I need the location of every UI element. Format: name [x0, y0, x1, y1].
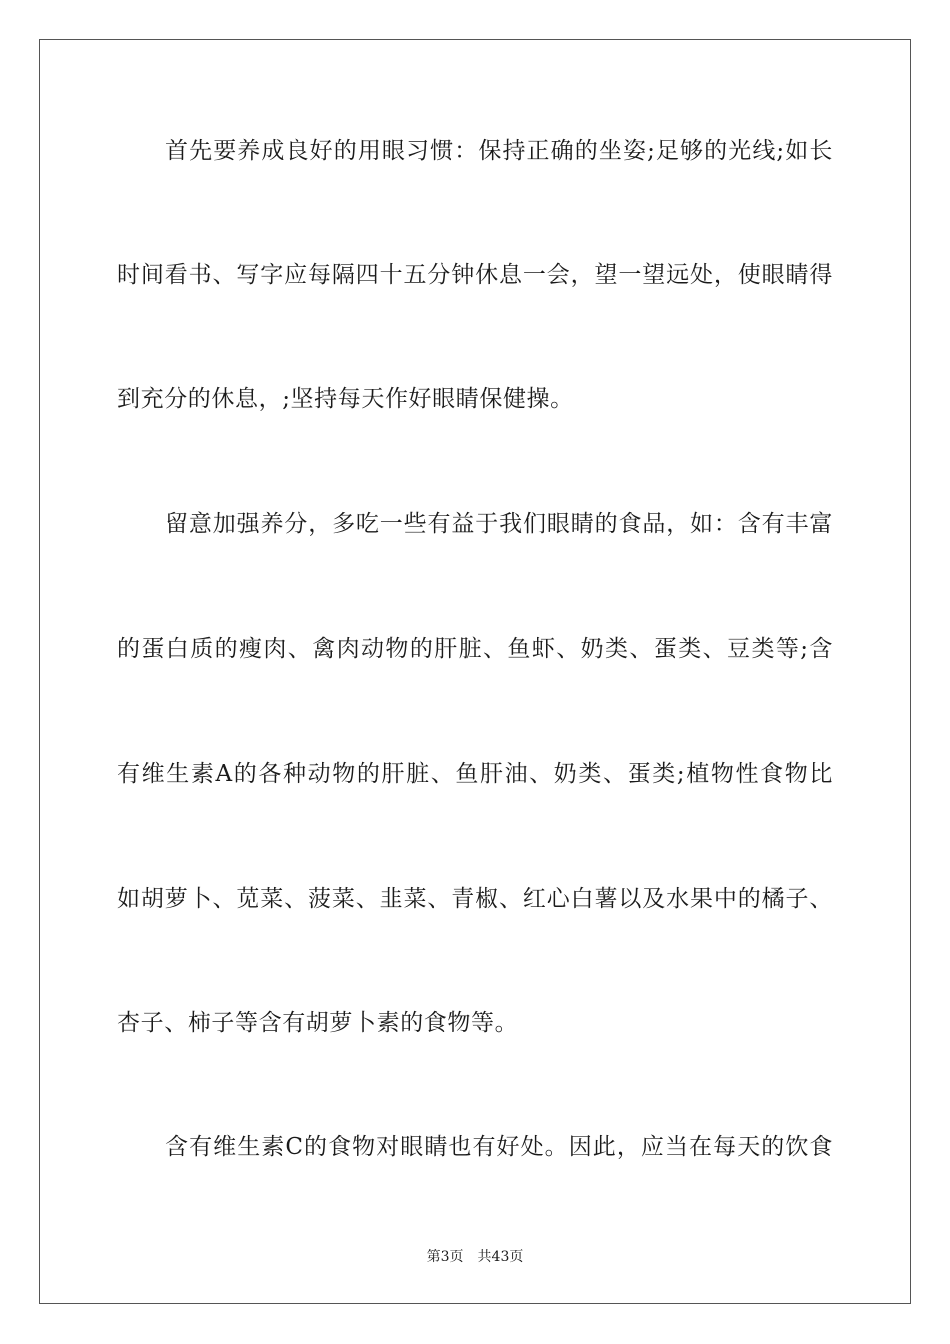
paragraph-line: 的蛋白质的瘦肉、禽肉动物的肝脏、鱼虾、奶类、蛋类、豆类等;含 [117, 636, 833, 662]
paragraph-line: 时间看书、写字应每隔四十五分钟休息一会，望一望远处，使眼睛得 [117, 262, 833, 288]
paragraph-line: 如胡萝卜、苋菜、菠菜、韭菜、青椒、红心白薯以及水果中的橘子、 [117, 886, 833, 912]
page-footer [0, 1247, 950, 1267]
paragraph-line: 杏子、柿子等含有胡萝卜素的食物等。 [117, 1010, 519, 1036]
paragraph-line: 到充分的休息，;坚持每天作好眼睛保健操。 [117, 386, 574, 412]
paragraph-line: 有维生素A的各种动物的肝脏、鱼肝油、奶类、蛋类;植物性食物比 [117, 761, 833, 787]
paragraph-line: 留意加强养分，多吃一些有益于我们眼睛的食品，如：含有丰富 [165, 511, 833, 537]
page-number: 第3页 [426, 1249, 464, 1265]
paragraph-line: 含有维生素C的食物对眼睛也有好处。因此，应当在每天的饮食 [165, 1134, 833, 1160]
page-frame [39, 39, 911, 1304]
page-total: 共43页 [477, 1249, 524, 1265]
paragraph-line: 首先要养成良好的用眼习惯：保持正确的坐姿;足够的光线;如长 [165, 138, 833, 164]
